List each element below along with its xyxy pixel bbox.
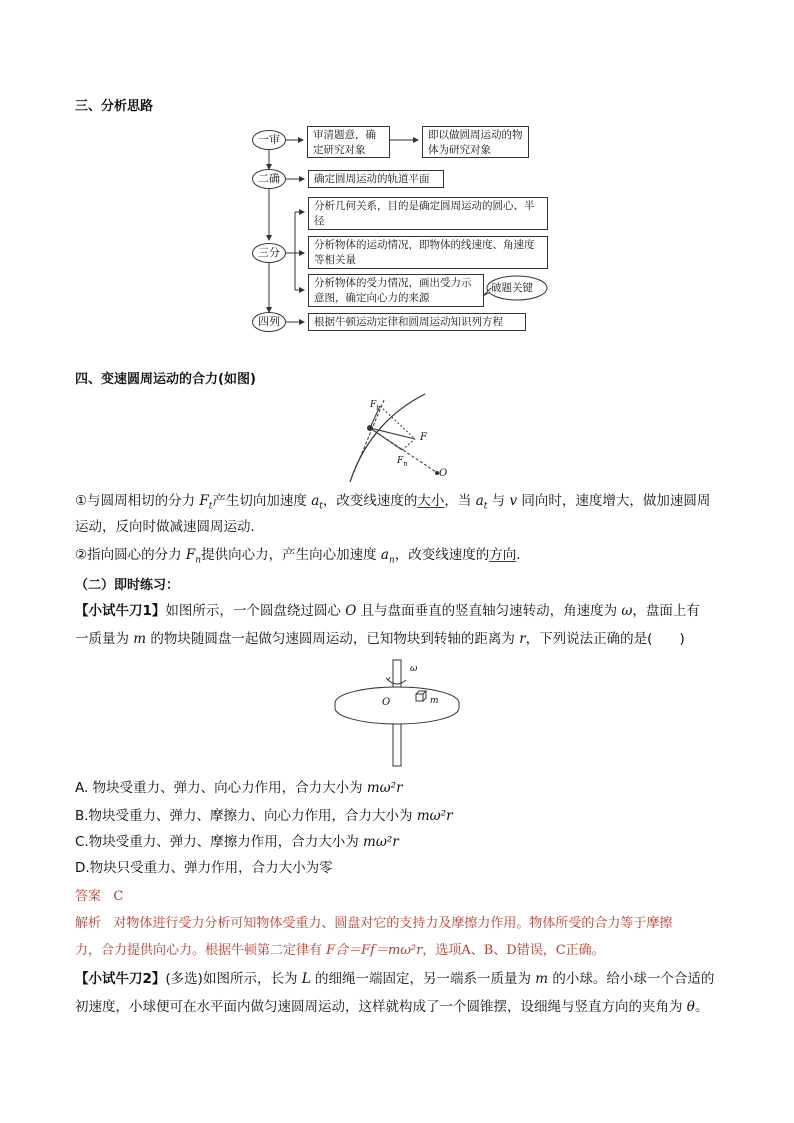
q2-line2: 初速度，小球便可在水平面内做匀速圆周运动，这样就构成了一个圆锥摆，设细绳与竖直方向的夹角为 θ。 bbox=[75, 999, 709, 1015]
option-b[interactable]: B.物块受重力、弹力、摩擦力、向心力作用，合力大小为 mω²r bbox=[75, 808, 453, 824]
step-3-oval: 三分 bbox=[252, 243, 286, 263]
paragraph-normal: ②指向圆心的分力 $F_n$提供向心力，产生向心加速度 $a_n$，改变线速度的方向． bbox=[75, 547, 530, 566]
key-callout-text: 破题关键 bbox=[491, 282, 533, 294]
option-d[interactable]: D.物块只受重力、弹力作用，合力大小为零 bbox=[75, 860, 333, 876]
label-Ft: $F_t$ bbox=[370, 400, 380, 412]
q1-line2: 一质量为 m 的物块随圆盘一起做匀速圆周运动，已知物块到转轴的距离为 r，下列说法正确的是( ) bbox=[75, 631, 685, 647]
box-motion: 分析物体的运动情况，即物体的线速度、角速度等相关量 bbox=[308, 236, 548, 269]
box-research-object: 即以做圆周运动的物体为研究对象 bbox=[422, 126, 529, 158]
disk-center-label: O bbox=[382, 697, 391, 708]
step-2-oval: 二确 bbox=[252, 169, 286, 189]
force-decomposition-figure bbox=[340, 392, 455, 484]
q1-explanation-line1: 解析 对物体进行受力分析可知物体受重力、圆盘对它的支持力及摩擦力作用。物体所受的合力等于摩擦 bbox=[75, 916, 673, 931]
label-F: F bbox=[420, 432, 427, 443]
step-4-oval: 四列 bbox=[252, 312, 286, 332]
rotating-disk-figure bbox=[330, 658, 465, 768]
q2-line1: 【小试牛刀2】(多选)如图所示，长为 L 的细绳一端固定，另一端系一质量为 m 的小球。给小球一个合适的 bbox=[75, 971, 715, 987]
disk-omega-label: ω bbox=[410, 664, 418, 674]
label-Fn: $F_n$ bbox=[397, 456, 408, 468]
q1-answer: 答案 C bbox=[75, 889, 124, 904]
option-a[interactable]: A. 物块受重力、弹力、向心力作用，合力大小为 mω²r bbox=[75, 780, 403, 796]
paragraph-tangential: ①与圆周相切的分力 $F_t$产生切向加速度 $a_t$，改变线速度的大小，当 $a_t$ 与 v 同向时，速度增大，做加速圆周 bbox=[75, 493, 711, 512]
analysis-flowchart bbox=[245, 122, 565, 337]
section-3-title: 三、分析思路 bbox=[75, 99, 154, 114]
box-orbit-plane: 确定圆周运动的轨道平面 bbox=[308, 170, 444, 188]
paragraph-tangential-line2: 运动，反向时做减速圆周运动． bbox=[75, 519, 264, 535]
box-identify-object: 审清题意，确定研究对象 bbox=[307, 126, 390, 158]
box-forces: 分析物体的受力情况，画出受力示意图，确定向心力的来源 bbox=[308, 274, 484, 307]
label-O: O bbox=[439, 468, 448, 479]
box-geometry: 分析几何关系，目的是确定圆周运动的圆心、半径 bbox=[308, 197, 548, 230]
practice-heading: （二）即时练习： bbox=[75, 578, 180, 593]
section-4-title: 四、变速圆周运动的合力(如图) bbox=[75, 372, 256, 387]
block-mass-label: m bbox=[430, 696, 439, 706]
q1-line1: 【小试牛刀1】如图所示，一个圆盘绕过圆心 O 且与盘面垂直的竖直轴匀速转动，角速度为 ω，盘面上有 bbox=[75, 603, 700, 619]
step-1-oval: 一审 bbox=[252, 130, 286, 150]
box-equations: 根据牛顿运动定律和圆周运动知识列方程 bbox=[308, 313, 526, 331]
option-c[interactable]: C.物块受重力、弹力、摩擦力作用，合力大小为 mω²r bbox=[75, 834, 399, 850]
q1-explanation-line2: 力，合力提供向心力。根据牛顿第二定律有 F合＝Ff＝mω²r，选项A、B、D错误，C正确。 bbox=[75, 943, 605, 958]
